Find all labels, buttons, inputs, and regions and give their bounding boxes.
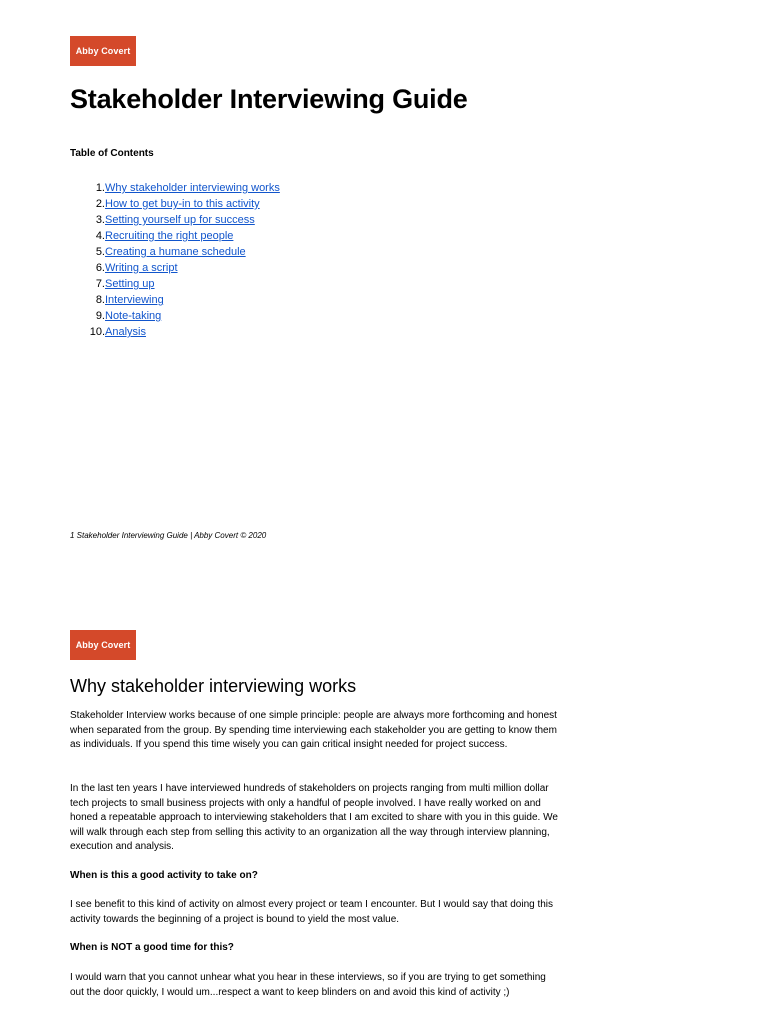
toc-item-number: 4.	[95, 230, 105, 242]
answer-not-good-time: I would warn that you cannot unhear what you hear in these interviews, so if you are trying to get something out the door quickly, I would um...respect a want to keep blinders on and avoid this kind of activity ;)	[70, 972, 546, 998]
toc-link-why-stakeholder-interviewing-works[interactable]: Why stakeholder interviewing works	[105, 182, 280, 194]
toc-item	[70, 277, 280, 293]
toc-item-number: 2.	[95, 198, 105, 210]
toc-link-setting-yourself-up[interactable]: Setting yourself up for success	[105, 214, 255, 226]
toc-item-number: 10.	[89, 326, 105, 338]
document-title: Stakeholder Interviewing Guide	[70, 84, 468, 114]
toc-heading: Table of Contents	[70, 148, 154, 159]
body-paragraph	[70, 971, 560, 1000]
question-heading	[70, 869, 560, 884]
toc-item	[70, 197, 280, 213]
toc-item	[70, 293, 280, 309]
page-2	[0, 590, 768, 1024]
toc-item-number: 5.	[95, 246, 105, 258]
body-paragraph	[70, 709, 560, 753]
toc-link-buy-in[interactable]: How to get buy-in to this activity	[105, 198, 260, 210]
paragraph-experience: In the last ten years I have interviewed hundreds of stakeholders on projects ranging from multi million dollar tech projects to small business projects with only a handful of people involved. I have really worked on and honed a repeatable approach to interviewing stakeholders that I am excited to share with you in this guide. We will walk through each step from selling this activity to an organization all the way through interview planning, execution and analysis.	[70, 783, 558, 853]
toc-link-analysis[interactable]: Analysis	[105, 326, 146, 338]
answer-good-time: I see benefit to this kind of activity on almost every project or team I encounter. But I would say that doing this activity towards the beginning of a project is bound to yield the most value.	[70, 899, 554, 925]
paragraph-intro: Stakeholder Interview works because of one simple principle: people are always more forthcoming and honest when separated from the group. By spending time interviewing each stakeholder you are getting to know them as individuals. If you spend this time wisely you can gain critical insight needed for project success.	[70, 710, 557, 751]
toc-item	[70, 213, 280, 229]
toc-link-recruiting[interactable]: Recruiting the right people	[105, 230, 234, 242]
toc-item	[70, 229, 280, 245]
section-title: Why stakeholder interviewing works	[70, 676, 357, 696]
toc-item	[70, 325, 280, 341]
toc-link-humane-schedule[interactable]: Creating a humane schedule	[105, 246, 246, 258]
toc-link-interviewing[interactable]: Interviewing	[105, 294, 164, 306]
toc-item	[70, 245, 280, 261]
toc-item-number: 1.	[95, 182, 105, 194]
body-paragraph	[70, 782, 560, 855]
toc-item-number: 9.	[95, 310, 105, 322]
brand-logo: Abby Covert	[70, 630, 136, 660]
page-footer: 1 Stakeholder Interviewing Guide | Abby Covert © 2020	[70, 531, 267, 540]
brand-logo: Abby Covert	[70, 36, 136, 66]
toc-item-number: 3.	[95, 214, 105, 226]
body-paragraph	[70, 898, 560, 927]
question-heading	[70, 941, 560, 956]
toc-link-setting-up[interactable]: Setting up	[105, 278, 155, 290]
question-not-good-time: When is NOT a good time for this?	[70, 942, 234, 953]
toc-item-number: 8.	[95, 294, 105, 306]
toc-item-number: 7.	[95, 278, 105, 290]
table-of-contents	[70, 181, 280, 341]
toc-item	[70, 181, 280, 197]
toc-link-note-taking[interactable]: Note-taking	[105, 310, 162, 322]
toc-item	[70, 309, 280, 325]
toc-item	[70, 261, 280, 277]
toc-link-writing-script[interactable]: Writing a script	[105, 262, 178, 274]
toc-item-number: 6.	[95, 262, 105, 274]
question-good-time: When is this a good activity to take on?	[70, 870, 258, 881]
